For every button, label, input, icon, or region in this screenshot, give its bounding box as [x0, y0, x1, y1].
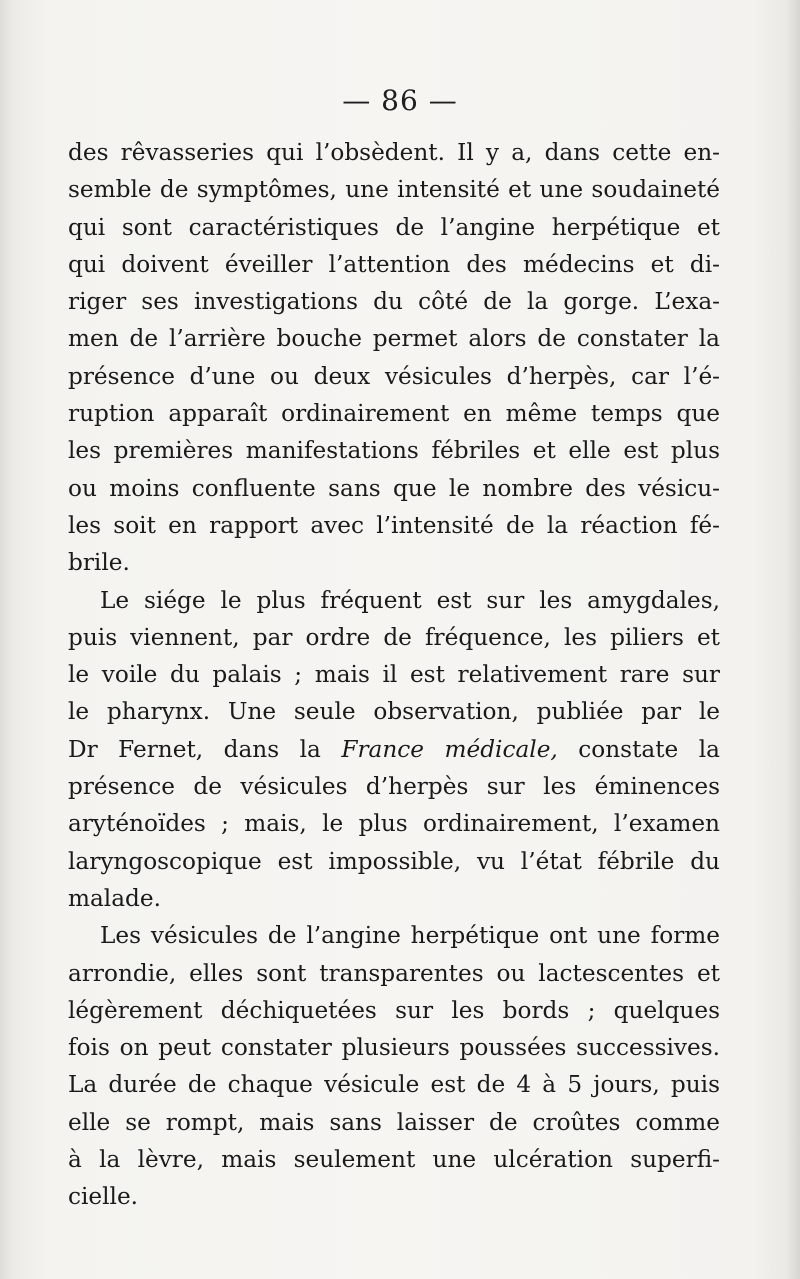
text-line: men de l’arrière bouche permet alors de constater la: [68, 325, 720, 353]
paragraph-3: [68, 917, 720, 1215]
text-line: malade.: [68, 884, 161, 912]
text-line: elle se rompt, mais sans laisser de croûtes comme: [68, 1108, 720, 1136]
page-number: — 86 —: [342, 84, 458, 117]
text-line: les premières manifestations fébriles et elle est plus: [68, 437, 720, 465]
text-line: laryngoscopique est impossible, vu l’état fébrile du: [68, 847, 720, 875]
page-edge-shadow-right: [786, 0, 800, 1279]
text-line: le voile du palais ; mais il est relativement rare sur: [68, 661, 720, 689]
text-line: présence de vésicules d’herpès sur les éminences: [68, 773, 720, 801]
text-line: ruption apparaît ordinairement en même temps que: [68, 400, 720, 428]
text-line: arrondie, elles sont transparentes ou lactescentes et: [68, 959, 720, 987]
text-line: qui sont caractéristiques de l’angine herpétique et: [68, 213, 720, 241]
text-line: des rêvasseries qui l’obsèdent. Il y a, dans cette en-: [68, 139, 720, 166]
text-line: les soit en rapport avec l’intensité de la réaction fé-: [68, 511, 720, 539]
text-line: riger ses investigations du côté de la gorge. L’exa-: [68, 288, 720, 316]
text-line: La durée de chaque vésicule est de 4 à 5 jours, puis: [68, 1071, 720, 1099]
text-line-with-italic: [68, 731, 720, 768]
page-edge-shadow-left: [0, 0, 14, 1279]
text-line: cielle.: [68, 1183, 139, 1211]
text-line: à la lèvre, mais seulement une ulcération superfi-: [68, 1146, 720, 1174]
text-line: fois on peut constater plusieurs poussées successives.: [68, 1034, 720, 1062]
text-line: qui doivent éveiller l’attention des médecins et di-: [68, 250, 720, 278]
text-line: brile.: [68, 549, 130, 577]
text-line: semble de symptômes, une intensité et une soudaineté: [68, 176, 720, 204]
text-line: le pharynx. Une seule observation, publiée par le: [68, 698, 720, 726]
paragraph-1: [68, 134, 720, 582]
text-segment: Dr Fernet, dans la: [68, 735, 342, 763]
text-line: légèrement déchiquetées sur les bords ; quelques: [68, 996, 720, 1024]
text-line: aryténoïdes ; mais, le plus ordinairement, l’examen: [68, 810, 720, 838]
text-line: Le siége le plus fréquent est sur les amygdales,: [100, 586, 720, 614]
body-text: [68, 134, 720, 1216]
text-line: puis viennent, par ordre de fréquence, les piliers et: [68, 623, 720, 651]
text-line: présence d’une ou deux vésicules d’herpès, car l’é-: [68, 362, 720, 390]
text-segment: constate la: [557, 735, 720, 763]
paragraph-2: [68, 582, 720, 918]
text-line: ou moins confluente sans que le nombre des vésicu-: [68, 474, 720, 502]
text-line: Les vésicules de l’angine herpétique ont une forme: [100, 922, 720, 950]
journal-title: France médicale,: [341, 735, 558, 763]
